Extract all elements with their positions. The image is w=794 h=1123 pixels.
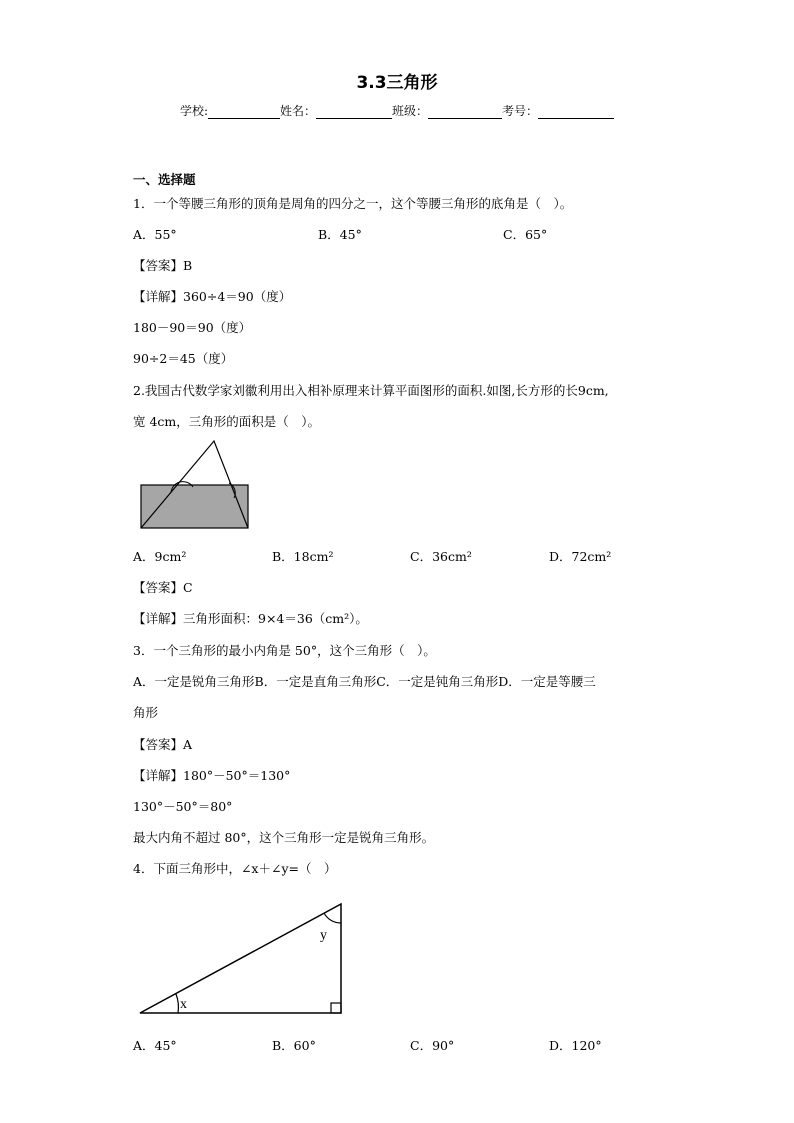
q4-option-c: C．90° [410, 1038, 455, 1053]
angle-x-label: x [180, 997, 187, 1012]
q4-option-a: A．45° [133, 1038, 177, 1053]
q2-answer: 【答案】C [133, 580, 193, 595]
q3-stem: 3．一个三角形的最小内角是 50°，这个三角形（ ）。 [133, 643, 436, 658]
q2-option-b: B．18cm² [272, 549, 334, 564]
q3-options-line1: A．一定是锐角三角形B．一定是直角三角形C．一定是钝角三角形D．一定是等腰三 [133, 674, 596, 689]
shaded-rectangle [141, 485, 248, 528]
number-blank[interactable] [538, 105, 614, 119]
school-blank[interactable] [208, 105, 280, 119]
student-info-row [0, 102, 794, 119]
q3-detail-line: 最大内角不超过 80°，这个三角形一定是锐角三角形。 [133, 830, 435, 845]
q2-rectangle-triangle-figure [138, 438, 254, 532]
q2-option-a: A．9cm² [133, 549, 187, 564]
q3-detail-line: 130°－50°＝80° [133, 799, 233, 814]
q3-detail-line: 【详解】180°－50°＝130° [133, 768, 291, 783]
q1-detail-line: 180－90＝90（度） [133, 320, 252, 335]
name-label: 姓名： [280, 104, 317, 118]
q1-detail-line: 【详解】360÷4＝90（度） [133, 289, 292, 304]
name-blank[interactable] [316, 105, 392, 119]
right-angle-mark [331, 1003, 341, 1013]
angle-x-arc [176, 994, 178, 1013]
q2-stem-line2: 宽 4cm，三角形的面积是（ ）。 [133, 414, 321, 429]
q2-option-d: D．72cm² [549, 549, 612, 564]
q4-option-b: B．60° [272, 1038, 316, 1053]
school-label: 学校: [179, 104, 208, 118]
angle-y-label: y [320, 928, 327, 943]
q2-stem-line1: 2.我国古代数学家刘徽利用出入相补原理来计算平面图形的面积.如图,长方形的长9cm, [133, 383, 609, 398]
q2-option-c: C．36cm² [410, 549, 472, 564]
q1-option-a: A．55° [133, 227, 177, 242]
q4-option-d: D．120° [549, 1038, 602, 1053]
angle-y-arc [324, 913, 341, 923]
q4-stem: 4．下面三角形中，∠x＋∠y=（ ） [133, 861, 337, 876]
class-blank[interactable] [428, 105, 502, 119]
q1-option-b: B．45° [318, 227, 362, 242]
q2-detail: 【详解】三角形面积：9×4＝36（cm²）。 [133, 611, 368, 626]
q4-right-triangle-figure [136, 898, 348, 1018]
right-triangle-outline [140, 904, 341, 1013]
q1-detail-line: 90÷2＝45（度） [133, 351, 234, 366]
q1-option-c: C．65° [503, 227, 548, 242]
number-label: 考号： [502, 104, 539, 118]
q3-answer: 【答案】A [133, 737, 193, 752]
q3-options-line2: 角形 [133, 705, 159, 720]
q1-answer: 【答案】B [133, 258, 193, 273]
section-heading: 一、选择题 [133, 172, 196, 187]
page-title: 3.3三角形 [356, 73, 438, 93]
q1-stem: 1．一个等腰三角形的顶角是周角的四分之一，这个等腰三角形的底角是（ ）。 [133, 196, 573, 211]
class-label: 班级： [392, 104, 429, 118]
